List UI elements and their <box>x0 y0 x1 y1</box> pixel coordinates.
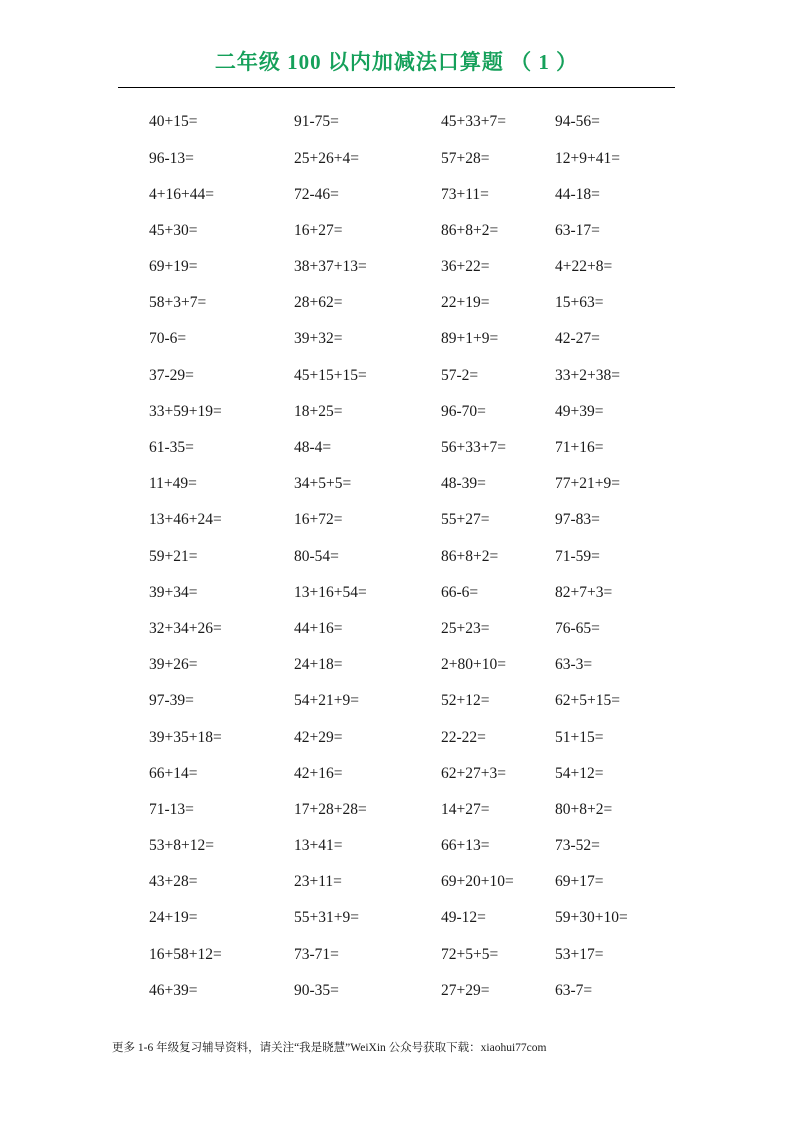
problem-cell: 13+41= <box>294 837 343 855</box>
problem-cell: 62+5+15= <box>555 692 620 710</box>
problem-cell: 44+16= <box>294 619 343 637</box>
problem-cell: 55+27= <box>441 511 490 529</box>
problem-cell: 48-39= <box>441 475 486 493</box>
problem-cell: 22-22= <box>441 728 486 746</box>
problem-cell: 62+27+3= <box>441 764 506 782</box>
problem-cell: 15+63= <box>555 294 604 312</box>
problem-cell: 24+19= <box>149 909 198 927</box>
problem-cell: 44-18= <box>555 185 600 203</box>
problem-cell: 2+80+10= <box>441 656 506 674</box>
problem-cell: 53+17= <box>555 945 604 963</box>
problem-cell: 36+22= <box>441 258 490 276</box>
problem-cell: 45+30= <box>149 221 198 239</box>
problem-cell: 42+16= <box>294 764 343 782</box>
problem-cell: 45+33+7= <box>441 113 506 131</box>
problem-cell: 39+32= <box>294 330 343 348</box>
problem-cell: 94-56= <box>555 113 600 131</box>
problem-cell: 91-75= <box>294 113 339 131</box>
problem-cell: 14+27= <box>441 800 490 818</box>
problem-cell: 39+26= <box>149 656 198 674</box>
problem-cell: 23+11= <box>294 873 342 891</box>
problem-cell: 69+17= <box>555 873 604 891</box>
problem-cell: 70-6= <box>149 330 187 348</box>
problem-cell: 71-59= <box>555 547 600 565</box>
problem-cell: 82+7+3= <box>555 583 613 601</box>
problem-cell: 97-83= <box>555 511 600 529</box>
problem-cell: 49-12= <box>441 909 486 927</box>
problem-cell: 57+28= <box>441 149 490 167</box>
problem-cell: 69+19= <box>149 258 198 276</box>
problem-cell: 38+37+13= <box>294 258 367 276</box>
problem-cell: 96-70= <box>441 402 486 420</box>
problem-cell: 39+34= <box>149 583 198 601</box>
problem-cell: 25+26+4= <box>294 149 359 167</box>
problem-cell: 52+12= <box>441 692 490 710</box>
problem-cell: 57-2= <box>441 366 479 384</box>
problem-cell: 42+29= <box>294 728 343 746</box>
footer-note: 更多 1-6 年级复习辅导资料，请关注“我是晓慧”WeiXin 公众号获取下载：xiaohui77com <box>112 1042 547 1054</box>
problem-cell: 86+8+2= <box>441 547 499 565</box>
problem-cell: 73-71= <box>294 945 339 963</box>
problem-cell: 39+35+18= <box>149 728 222 746</box>
problem-cell: 66+14= <box>149 764 198 782</box>
problem-cell: 89+1+9= <box>441 330 499 348</box>
problem-cell: 63-17= <box>555 221 600 239</box>
problem-cell: 63-3= <box>555 656 593 674</box>
problem-cell: 71+16= <box>555 439 604 457</box>
problem-cell: 49+39= <box>555 402 604 420</box>
problem-cell: 4+16+44= <box>149 185 214 203</box>
problem-cell: 56+33+7= <box>441 439 506 457</box>
title-block <box>0 50 793 75</box>
problem-cell: 73-52= <box>555 837 600 855</box>
problem-cell: 32+34+26= <box>149 619 222 637</box>
problem-cell: 13+16+54= <box>294 583 367 601</box>
problem-cell: 63-7= <box>555 981 593 999</box>
problem-cell: 28+62= <box>294 294 343 312</box>
problems-grid <box>118 104 678 1009</box>
problem-cell: 90-35= <box>294 981 339 999</box>
problem-cell: 48-4= <box>294 439 332 457</box>
problem-cell: 40+15= <box>149 113 198 131</box>
problem-cell: 24+18= <box>294 656 343 674</box>
problem-cell: 72-46= <box>294 185 339 203</box>
problem-cell: 4+22+8= <box>555 258 613 276</box>
problem-cell: 18+25= <box>294 402 343 420</box>
problem-cell: 80+8+2= <box>555 800 613 818</box>
problem-cell: 69+20+10= <box>441 873 514 891</box>
problem-cell: 37-29= <box>149 366 194 384</box>
problem-cell: 45+15+15= <box>294 366 367 384</box>
problem-cell: 76-65= <box>555 619 600 637</box>
problem-cell: 22+19= <box>441 294 490 312</box>
problem-cell: 77+21+9= <box>555 475 620 493</box>
problem-cell: 25+23= <box>441 619 490 637</box>
problem-cell: 33+2+38= <box>555 366 620 384</box>
problem-cell: 59+21= <box>149 547 198 565</box>
problem-cell: 13+46+24= <box>149 511 222 529</box>
problem-cell: 34+5+5= <box>294 475 352 493</box>
problem-cell: 86+8+2= <box>441 221 499 239</box>
problem-cell: 43+28= <box>149 873 198 891</box>
problem-cell: 16+27= <box>294 221 343 239</box>
problem-cell: 61-35= <box>149 439 194 457</box>
problem-cell: 53+8+12= <box>149 837 214 855</box>
problem-cell: 58+3+7= <box>149 294 207 312</box>
problem-cell: 16+72= <box>294 511 343 529</box>
page-title: 二年级 100 以内加减法口算题 （ 1 ） <box>214 50 579 74</box>
title-divider <box>118 87 675 88</box>
problem-cell: 12+9+41= <box>555 149 620 167</box>
problem-cell: 17+28+28= <box>294 800 367 818</box>
problem-cell: 59+30+10= <box>555 909 628 927</box>
problem-cell: 72+5+5= <box>441 945 499 963</box>
problem-cell: 27+29= <box>441 981 490 999</box>
problem-cell: 54+21+9= <box>294 692 359 710</box>
problem-cell: 42-27= <box>555 330 600 348</box>
problem-cell: 33+59+19= <box>149 402 222 420</box>
problem-cell: 96-13= <box>149 149 194 167</box>
problem-cell: 16+58+12= <box>149 945 222 963</box>
problem-cell: 66-6= <box>441 583 479 601</box>
problem-cell: 11+49= <box>149 475 197 493</box>
problem-cell: 46+39= <box>149 981 198 999</box>
problem-cell: 97-39= <box>149 692 194 710</box>
problem-cell: 55+31+9= <box>294 909 359 927</box>
problem-cell: 80-54= <box>294 547 339 565</box>
problem-cell: 71-13= <box>149 800 194 818</box>
problem-cell: 66+13= <box>441 837 490 855</box>
problem-cell: 51+15= <box>555 728 604 746</box>
problem-cell: 73+11= <box>441 185 489 203</box>
problem-cell: 54+12= <box>555 764 604 782</box>
